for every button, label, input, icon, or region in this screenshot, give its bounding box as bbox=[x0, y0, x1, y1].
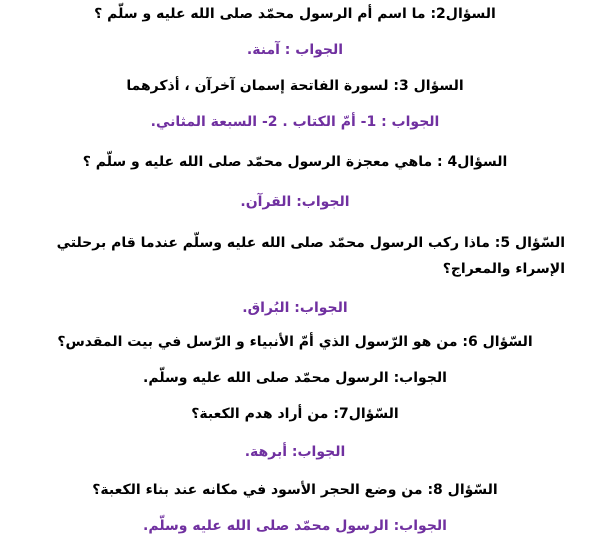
answer-4: الجواب: القرآن. bbox=[240, 194, 350, 210]
answer-8: الجواب: الرسول محمّد صلى الله عليه وسلّم. bbox=[143, 518, 447, 534]
question-6: السّؤال 6: من هو الرّسول الذي أمّ الأنبياء و الرّسل في بيت المقدس؟ bbox=[57, 334, 533, 350]
question-3: السؤال 3: لسورة الفاتحة إسمان آخرآن ، أذكرهما bbox=[126, 78, 464, 94]
question-2: السؤال2: ما اسم أم الرسول محمّد صلى الله عليه و سلّم ؟ bbox=[94, 6, 496, 22]
question-5: السّؤال 5: ماذا ركب الرسول محمّد صلى الله عليه وسلّم عندما قام برحلتي الإسراء والمعراج؟ bbox=[56, 235, 565, 277]
answer-3: الجواب : 1- أمّ الكتاب . 2- السبعة المثاني. bbox=[150, 114, 440, 130]
question-8: السّؤال 8: من وضع الحجر الأسود في مكانه عند بناء الكعبة؟ bbox=[92, 482, 498, 498]
question-7: السّؤال7: من أراد هدم الكعبة؟ bbox=[191, 406, 399, 422]
answer-7: الجواب: أبرهة. bbox=[244, 444, 346, 460]
question-4: السؤال4 : ماهي معجزة الرسول محمّد صلى الله عليه و سلّم ؟ bbox=[82, 154, 508, 170]
answer-2: الجواب : آمنة. bbox=[246, 42, 344, 58]
answer-5: الجواب: البُراق. bbox=[242, 300, 348, 316]
answer-6: الجواب: الرسول محمّد صلى الله عليه وسلّم. bbox=[143, 370, 447, 386]
